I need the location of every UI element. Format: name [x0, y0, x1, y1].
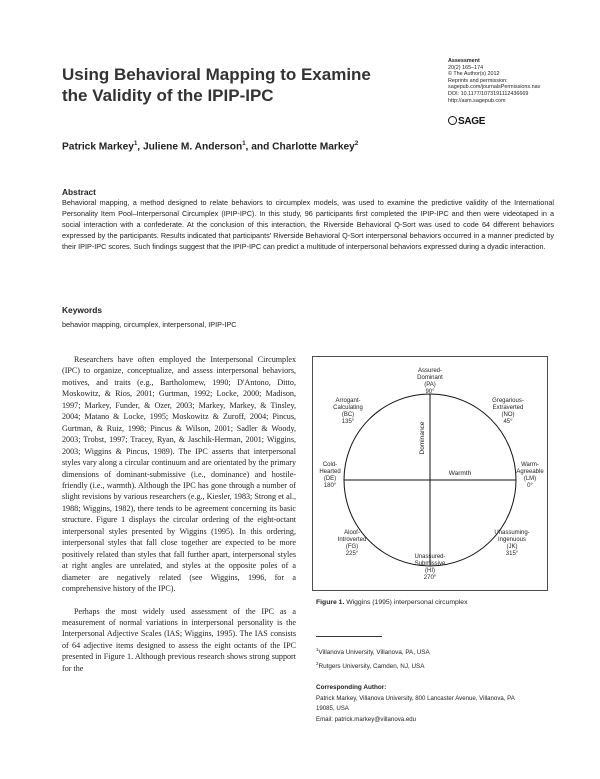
octant-label: Arrogant- — [335, 398, 361, 404]
body-paragraph: Perhaps the most widely used assessment of the IPC as a measurement of normal variations in interpersonal personality is the Interpersonal Adjective Scales (IAS; Wiggins, 1995). The IAS consists of 64 adjective items designed to assess the eight octants of the IPC presented in Figure 1. Although previous research shows strong support for the — [62, 606, 296, 673]
author-separator: , — [137, 141, 143, 153]
octant-code: (LM) — [523, 476, 537, 482]
article-title — [62, 64, 402, 106]
octant-label: Gregarious- — [492, 398, 524, 404]
octant-code: (DE) — [323, 476, 337, 482]
octant-code: (BC) — [341, 412, 355, 418]
author-separator: , and — [245, 141, 273, 153]
body-column — [62, 354, 296, 674]
author-name: Juliene M. Anderson — [142, 141, 243, 153]
copyright: © The Author(s) 2012 — [448, 71, 500, 78]
affiliation-text: Villanova University, Villanova, PA, USA — [318, 649, 430, 657]
author-affiliation-mark: 2 — [354, 141, 359, 147]
octant-angle: 90° — [425, 389, 435, 395]
octant-label: Warm- — [521, 462, 539, 468]
journal-name: Assessment — [448, 58, 480, 64]
figure-caption — [316, 599, 467, 606]
octant-label: Cold- — [322, 462, 338, 468]
affiliation-line — [316, 659, 430, 673]
correspondence-address: 19085, USA — [316, 705, 349, 713]
publisher-logo — [448, 116, 485, 127]
footnote-divider — [316, 636, 382, 637]
octant-angle: 135° — [341, 419, 355, 425]
journal-url[interactable]: http://asm.sagepub.com — [448, 97, 506, 104]
corresponding-author-heading: Corresponding Author: — [316, 684, 387, 691]
title-line-2: the Validity of the IPIP-IPC — [62, 86, 274, 105]
journal-metadata — [448, 58, 588, 104]
octant-label: Unassured- — [414, 554, 446, 560]
correspondence-email[interactable]: Email: patrick.markey@villanova.edu — [316, 715, 416, 723]
keywords-heading: Keywords — [62, 305, 103, 315]
octant-label: Aloof- — [344, 530, 360, 536]
volume-pages: 20(2) 165–174 — [448, 64, 484, 71]
octant-angle: 270° — [423, 575, 437, 581]
octant-label: Dominant — [417, 375, 443, 381]
affiliation-text: Rutgers University, Camden, NJ, USA — [318, 662, 425, 670]
title-line-1: Using Behavioral Mapping to Examine — [62, 65, 371, 84]
body-paragraph: Researchers have often employed the Interpersonal Circumplex (IPC) to organize, conceptualize, and assess interpersonal behaviors, motives, and traits (e.g., Bartholomew, 1990; D'Antono, Ditto, Moskowitz, & Rios, 2001; Gurtman, 1992; Locke, 2000; Madison, 1997; Markey, Funder, & Ozer, 2003; Markey, Markey, & Tinsley, 2004; Matano & Locke, 1995; Moskowitz & Zuroff, 2004; Pincus, Gurtman, & Ruiz, 1998; Pincus & Wilson, 2001; Sadler & Woody, 2003; Trobst, 1997; Tracey, Ryan, & Jaschik-Herman, 2001; Wiggins, 2003; Wiggins & Pincus, 1989). The IPC asserts that interpersonal styles vary along a circular continuum and are orientated by the primary dimensions of dominant-submissive (i.e., dominance) and hostile-friendly (i.e., warmth). Although the IPC has gone through a number of slight revisions by various researchers (e.g., Kiesler, 1983; Strong et al., 1988; Wiggins, 1982), there tends to be agreement concerning its basic structure. Figure 1 displays the circular ordering of the eight-octant interpersonal styles presented by Wiggins (1995). In this ordering, interpersonal styles that fall close together are expected to be more positively related than styles that fall further apart, interpersonal styles at right angles are unrelated, and styles at the opposite poles of a diameter are negatively related (see Wiggins, 1996, for a comprehensive history of the IPC). — [62, 355, 296, 594]
publisher-name: SAGE — [458, 116, 486, 127]
warmth-axis-label: Warmth — [448, 470, 472, 477]
keywords-text: behavior mapping, circumplex, interpersonal, IPIP-IPC — [62, 320, 237, 329]
octant-label: Hearted — [319, 469, 341, 475]
octant-label: Ingenuous — [497, 537, 527, 543]
octant-code: (HI) — [425, 568, 435, 574]
octant-label: Assured- — [417, 368, 443, 374]
octant-label: Calculating — [333, 405, 363, 411]
dominance-axis-label: Dominance — [419, 421, 426, 455]
abstract-text: Behavioral mapping, a method designed to relate behaviors to circumplex models, was used to examine the predictive validity of the International Personality Item Pool–Interpersonal Circumplex (IPIP-IPC). In this study, 96 participants first completed the IPIP-IPC and then were videotaped in a social interaction with a confederate. At the conclusion of this interaction, the Riverside Behavioral Q-Sort was used to code 64 different behaviors expressed by the participants. Results indicated that participants' Riverside Behavioral Q-Sort interpersonal behaviors occurred in a manner predicted by their IPIP-IPC scores. Such findings suggest that the IPIP-IPC can predict a multitude of interpersonal behaviors expressed during a dyadic interaction. — [62, 198, 554, 251]
affiliation-line — [316, 645, 430, 659]
reprints-label: Reprints and permission: — [448, 77, 508, 84]
author-name: Patrick Markey — [62, 141, 134, 153]
doi[interactable]: DOI: 10.1177/1073191112436669 — [448, 90, 529, 97]
affiliation-mark: 2 — [316, 660, 319, 666]
permissions-link[interactable]: sagepub.com/journalsPermissions.nav — [448, 84, 541, 91]
correspondence-address: Patrick Markey, Villanova University, 800 Lancaster Avenue, Villanova, PA — [316, 695, 515, 702]
octant-code: (FG) — [345, 544, 359, 550]
octant-label: Extraverted — [492, 405, 524, 411]
corresponding-author — [316, 694, 556, 725]
abstract-heading: Abstract — [62, 187, 96, 197]
octant-label: Unassuming- — [494, 530, 530, 536]
octant-code: (NO) — [501, 412, 515, 418]
affiliation-mark: 1 — [316, 647, 319, 652]
sage-logo-icon — [448, 116, 457, 125]
octant-code: (JK) — [506, 544, 518, 550]
octant-label: Introverted — [337, 537, 367, 543]
octant-angle: 315° — [505, 551, 519, 557]
octant-code: (PA) — [424, 382, 436, 388]
author-affiliation-mark: 1 — [242, 141, 246, 147]
octant-angle: 180° — [323, 483, 337, 489]
author-affiliation-mark: 1 — [133, 141, 138, 147]
figure-caption-label: Figure 1. — [316, 599, 345, 606]
octant-angle: 225° — [345, 551, 359, 557]
octant-label: Agreeable — [516, 469, 544, 475]
circumplex-figure — [312, 356, 548, 591]
affiliations — [316, 645, 430, 673]
octant-angle: 0° — [527, 483, 533, 489]
author-list — [62, 141, 358, 152]
octant-label: Submissive — [414, 561, 446, 567]
author-name: Charlotte Markey — [272, 141, 355, 153]
figure-caption-text: Wiggins (1995) interpersonal circumplex — [344, 599, 468, 606]
octant-angle: 45° — [503, 419, 513, 425]
